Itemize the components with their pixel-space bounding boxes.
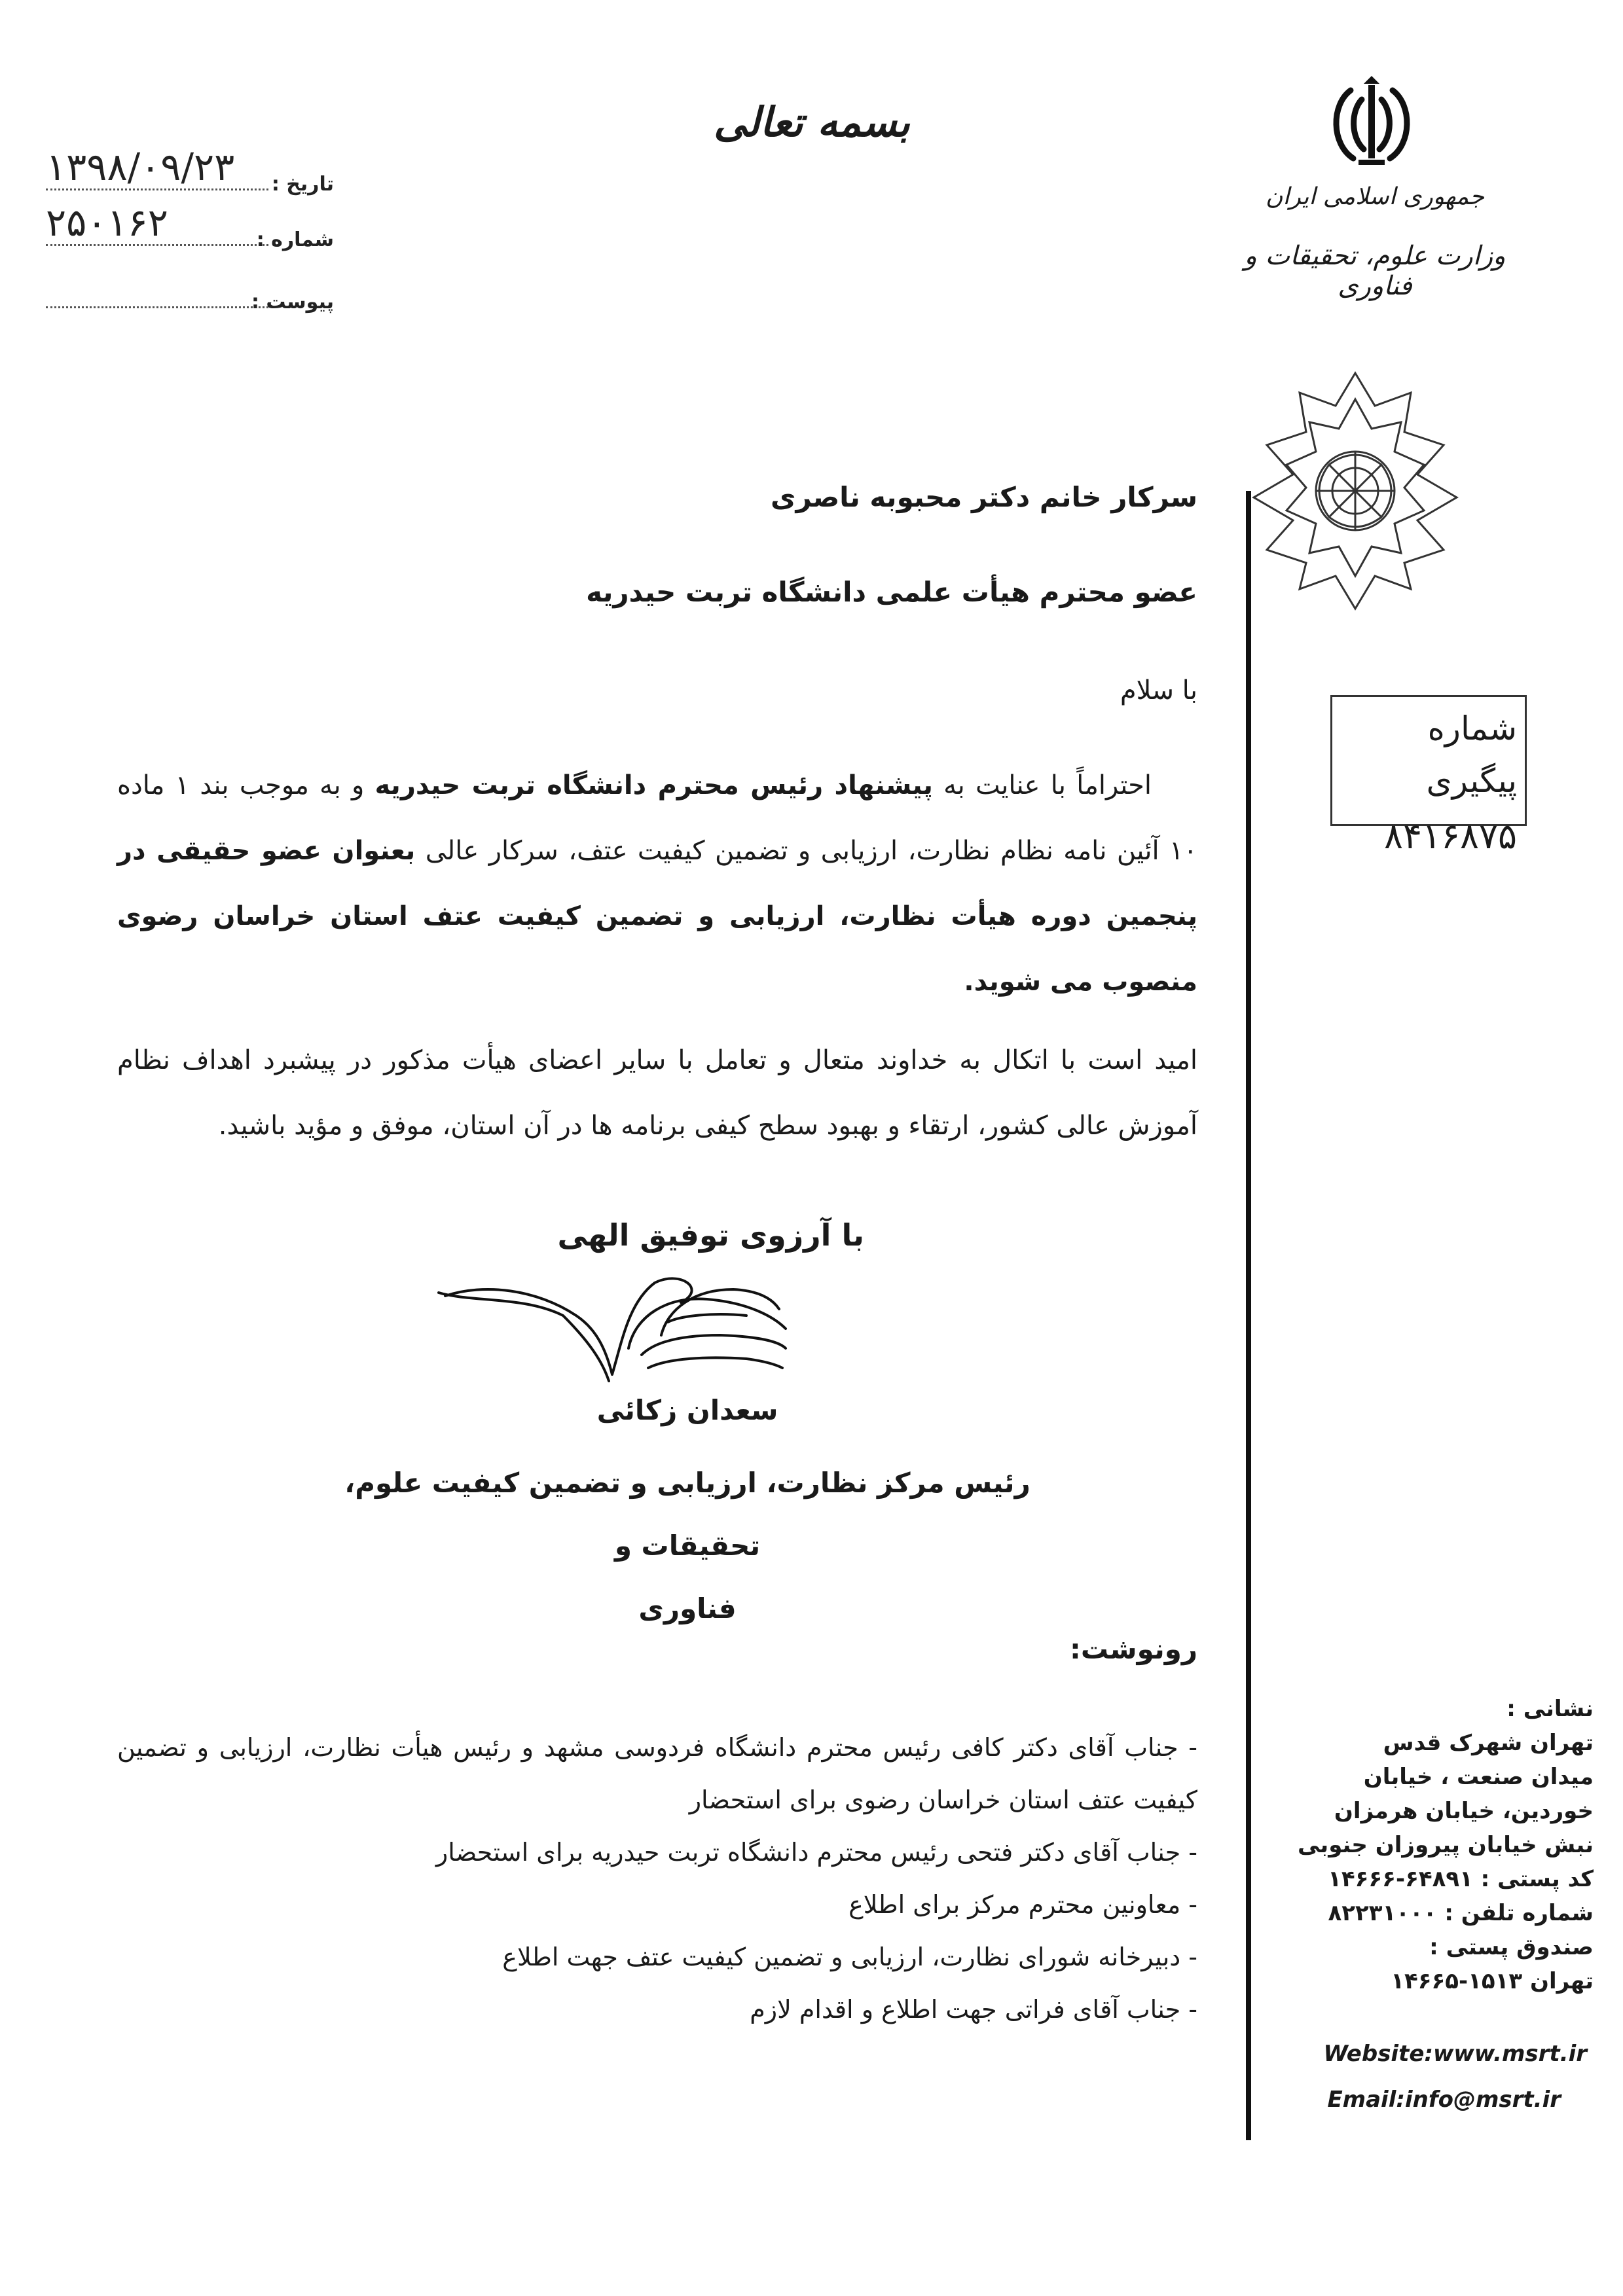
tracking-number-box [1330,695,1527,857]
date-field [46,145,334,200]
tracking-value: ۸۴۱۶۸۷۵ [1383,816,1517,857]
paragraph-wishes: امید است با اتکال به خداوند متعال و تعامل با سایر اعضای هیأت مذکور در پیشبرد اهداف نظام آموزش عالی کشور، ارتقاء و بهبود سطح کیفی برنامه ها در آن استان، موفق و مؤید باشید. [117,1045,1197,1141]
postal-code: کد پستی : ۶۴۸۹۱-۱۴۶۶۶ [1328,1866,1594,1892]
handwritten-signature [432,1244,799,1394]
date-label: تاریخ : [271,173,334,196]
date-value: ۱۳۹۸/۰۹/۲۳ [46,145,235,189]
country-name: جمهوری اسلامی ایران [1266,183,1484,210]
phone-number: شماره تلفن : ۸۲۲۳۱۰۰۰ [1328,1900,1594,1926]
number-field [46,200,334,255]
number-label: شماره : [256,228,334,251]
cc-item: - دبیرخانه شورای نظارت، ارزیابی و تضمین کیفیت عتف جهت اطلاع [502,1943,1197,1971]
website-link[interactable]: Website:www.msrt.ir [1323,2041,1587,2067]
paragraph-appointment [117,753,1197,1014]
iran-emblem-icon [1326,72,1417,170]
cc-item: - جناب آقای فراتی جهت اطلاع و اقدام لازم [750,1995,1197,2024]
paragraph-appointment-part2: و به موجب بند ۱ ماده ۱۰ آئین نامه نظام نظارت، ارزیابی و تضمین کیفیت عتف، سرکار عالی [117,770,1197,866]
address-line: خوردین، خیابان هرمزان [1334,1798,1594,1824]
paragraph-appointment-emphasis1: پیشنهاد رئیس محترم دانشگاه تربت حیدریه [374,770,933,800]
number-value: ۲۵۰۱۶۲ [46,200,168,245]
attachment-dotted-line [46,306,268,308]
paragraph-appointment-emphasis2: بعنوان عضو حقیقی در پنجمین دوره هیأت نظارت، ارزیابی و تضمین کیفیت عتف استان خراسان رضوی منصوب می شوید. [117,836,1197,997]
recipient-name: سرکار خانم دکتر محبوبه ناصری [770,481,1197,513]
bismillah-heading: بسمه تعالی [714,98,910,146]
signer-title-line1: رئیس مرکز نظارت، ارزیابی و تضمین کیفیت علوم، تحقیقات و [344,1467,1030,1562]
recipient-position: عضو محترم هیأت علمی دانشگاه تربت حیدریه [586,576,1197,608]
cc-item: - جناب آقای دکتر فتحی رئیس محترم دانشگاه تربت حیدریه برای استحضار [435,1838,1197,1867]
cc-item: - معاونین محترم مرکز برای اطلاع [848,1890,1197,1919]
address-line: میدان صنعت ، خیابان [1363,1764,1594,1790]
po-box: تهران ۱۵۱۳-۱۴۶۶۵ [1391,1968,1594,1994]
address-block [1227,1692,1594,1998]
ornament-icon [1247,367,1463,615]
address-line: نبش خیابان پیروزان جنوبی [1298,1832,1594,1858]
attachment-label: پیوست : [251,291,334,314]
tracking-label: شماره پیگیری [1426,709,1517,800]
signer-name: سعدان زکائی [596,1394,778,1426]
paragraph-appointment-part1: احتراماً با عنایت به [932,770,1152,800]
po-box-label: صندوق پستی : [1429,1934,1594,1960]
email-link[interactable]: Email:info@msrt.ir [1327,2087,1561,2113]
address-line: تهران شهرک قدس [1383,1730,1594,1756]
closing-phrase: با آرزوی توفیق الهی [557,1217,864,1253]
signer-title [327,1452,1048,1640]
greeting: با سلام [1120,675,1197,706]
address-label: نشانی : [1506,1696,1594,1722]
ministry-name: وزارت علوم، تحقیقات و فناوری [1244,241,1506,301]
cc-list [117,1721,1197,2036]
cc-item: - جناب آقای دکتر کافی رئیس محترم دانشگاه فردوسی مشهد و رئیس هیأت نظارت، ارزیابی و تضمین کیفیت عتف استان خراسان رضوی برای استحضار [117,1733,1197,1814]
cc-heading: رونوشت: [1070,1633,1197,1665]
signer-title-line2: فناوری [638,1592,737,1624]
attachment-field [46,272,334,317]
